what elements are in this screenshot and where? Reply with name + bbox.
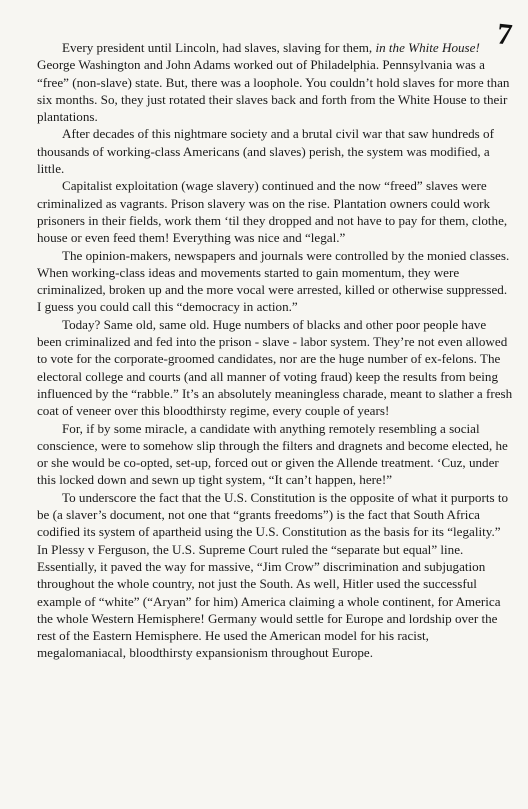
paragraph-1-text-a: Every president until Lincoln, had slaves, slaving for them, <box>62 40 376 55</box>
paragraph-4: The opinion-makers, newspapers and journals were controlled by the monied classes. When working-class ideas and movements started to gain momentum, they were criminalized, broken up and the more vocal were arrested, killed or otherwise suppressed. I guess you could call this “democracy in action.” <box>37 247 510 315</box>
page-number: 7 <box>495 17 514 52</box>
paragraph-1-text-b: George Washington and John Adams worked out of Philadelphia. Pennsylvania was a “free” (non-slave) state. But, there was a loophole. You couldn’t hold slaves for more than six months. So, they just rotated their slaves back and forth from the White House to their plantations. <box>37 57 510 125</box>
paragraph-6: For, if by some miracle, a candidate with anything remotely resembling a social conscience, were to somehow slip through the filters and dragnets and become elected, he or she would be co-opted, set-up, forced out or given the Allende treatment. ‘Cuz, under this locked down and sewn up tight system, “It can’t happen, here!” <box>37 420 508 488</box>
paragraph-5: Today? Same old, same old. Huge numbers of blacks and other poor people have been criminalized and fed into the prison - slave - labor system. They’re not even allowed to vote for the corporate-groomed candidates, nor are the huge number of ex-felons. The electoral college and courts (and all manner of voting fraud) keep the results from being influenced by the “rabble.” It’s an absolutely meaningless charade, meant to slather a fresh coat of veneer over this bloodthirsty regime, every couple of years! <box>37 316 513 419</box>
paragraph-1-italic: in the White House! <box>375 40 480 55</box>
paragraph-7: To underscore the fact that the U.S. Constitution is the opposite of what it purports to be (a slaver’s document, not one that “grants freedoms”) is the fact that South Africa codified its system of apartheid using the U.S. Constitution as the basis for its “legality.” In Plessy v Ferguson, the U.S. Supreme Court ruled the “separate but equal” line. Essentially, it paved the way for massive, “Jim Crow” discrimination and subjugation throughout the whole country, not just the South. As well, Hitler used the successful example of “white” (“Aryan” for him) America claiming a whole continent, for America the whole Western Hemisphere! Germany would settle for Europe and lordship over the rest of the Eastern Hemisphere. He used the American model for his racist, megalomaniacal, bloodthirsty expansionism throughout Europe. <box>37 489 509 661</box>
paragraph-1 <box>37 39 513 125</box>
body-text <box>37 39 513 662</box>
paragraph-3: Capitalist exploitation (wage slavery) continued and the now “freed” slaves were criminalized as vagrants. Prison slavery was on the rise. Plantation owners could work prisoners in their fields, work them ‘til they dropped and not have to pay for them, clothe, house or even feed them! Everything was nice and “legal.” <box>37 178 508 246</box>
paragraph-2: After decades of this nightmare society and a brutal civil war that saw hundreds of thousands of working-class Americans (and slaves) perish, the system was modified, a little. <box>37 126 494 177</box>
